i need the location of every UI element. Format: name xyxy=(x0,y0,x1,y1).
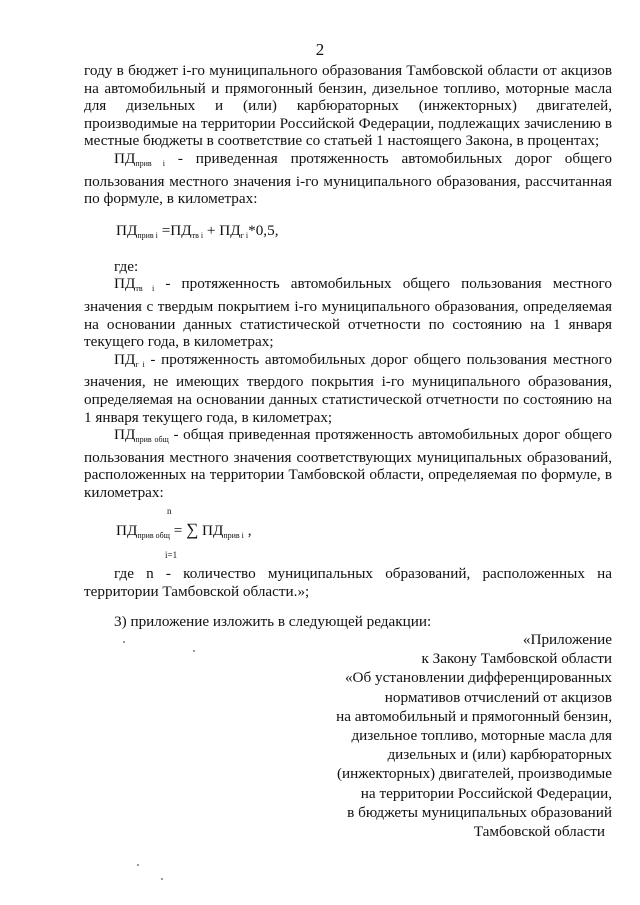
formula-term: ПД xyxy=(116,221,138,239)
formula-term: ПД xyxy=(198,522,224,540)
formula-term: + ПД xyxy=(203,221,241,239)
definition-text: - протяженность автомобильных общего пользования местного значения с твердым покрытием i-го муниципального образования, определяемая на основании данных статистической отчетности по состоянию на 1 января текущего года, в километрах; xyxy=(84,275,612,351)
appendix-line: «Приложение xyxy=(522,631,612,648)
appendix-line: в бюджеты муниципальных образований xyxy=(347,803,612,821)
formula-term: ПД xyxy=(116,522,138,540)
where-label: где: xyxy=(114,257,139,275)
symbol-pd: ПД xyxy=(114,275,136,293)
symbol-pd: ПД xyxy=(114,426,136,444)
appendix-line: дизельное топливо, моторные масла для xyxy=(351,727,612,745)
paragraph-n-definition: где n - количество муниципальных образований, расположенных на территории Тамбовской области.»; xyxy=(84,565,612,601)
symbol-subscript: прив i xyxy=(135,158,165,168)
formula-term: =ПД xyxy=(157,221,192,239)
definition-text: - общая приведенная протяженность автомобильных дорог общего пользования местного значения соответствующих муниципальных образований, расположенных на территории Тамбовской области, определяемая по формуле, в километрах: xyxy=(84,426,612,501)
formula-subscript: тв i xyxy=(191,230,204,240)
list-item-3: 3) приложение изложить в следующей редакции: xyxy=(114,612,432,630)
formula-term: *0,5, xyxy=(248,221,279,239)
formula-pd-priv-obsh xyxy=(84,503,612,565)
sigma-symbol: ∑ xyxy=(186,520,199,540)
definition-pd-priv-i xyxy=(84,150,612,208)
definition-pd-tv-i xyxy=(84,275,612,350)
scan-speck xyxy=(123,641,125,643)
symbol-subscript: тв i xyxy=(135,284,155,294)
document-body xyxy=(84,62,612,630)
formula-subscript: прив i xyxy=(223,531,244,541)
appendix-line: Тамбовской области xyxy=(473,823,605,841)
paragraph-continuation: году в бюджет i-го муниципального образования Тамбовской области от акцизов на автомобильный и прямогонный бензин, дизельное топливо, моторные масла для дизельных и (или) карбюраторных (инжекторных) двигателей, производимые на территории Российской Федерации, подлежащих зачислению в местные бюджеты в соответствие со статьей 1 настоящего Закона, в процентах; xyxy=(84,62,612,150)
definition-pd-priv-obsh xyxy=(84,426,612,501)
symbol-subscript: прив общ xyxy=(135,435,169,445)
formula-line xyxy=(116,521,251,545)
sum-lower-limit: i=1 xyxy=(165,550,178,561)
appendix-line: «Об установлении дифференцированных xyxy=(344,669,612,687)
appendix-line: на автомобильный и прямогонный бензин, xyxy=(336,707,612,725)
appendix-line: на территории Российской Федерации, xyxy=(360,784,612,802)
page-number: 2 xyxy=(315,40,325,59)
formula-subscript: прив общ xyxy=(137,531,170,541)
definition-text: - протяженность автомобильных дорог общего пользования местного значения, не имеющих твердого покрытия i-го муниципального образования, определяемая на основании данных статистической отчетности по состоянию на 1 января текущего года, в километрах; xyxy=(84,350,612,426)
formula-subscript: прив i xyxy=(137,230,158,240)
appendix-line: к Закону Тамбовской области xyxy=(421,650,612,668)
appendix-line: дизельных и (или) карбюраторных xyxy=(387,746,612,764)
symbol-pd: ПД xyxy=(114,350,136,368)
scan-speck xyxy=(193,650,195,652)
symbol-pd: ПД xyxy=(114,149,136,167)
formula-subscript: г i xyxy=(240,230,249,240)
formula-term: , xyxy=(243,522,252,540)
formula-term: = xyxy=(169,522,187,540)
definition-pd-g-i xyxy=(84,351,612,426)
formula-pd-priv-i xyxy=(116,222,612,258)
scan-speck xyxy=(137,864,139,866)
scan-speck xyxy=(161,878,163,880)
sum-upper-limit: n xyxy=(167,506,172,517)
appendix-line: нормативов отчислений от акцизов xyxy=(384,688,612,706)
symbol-subscript: г i xyxy=(135,359,145,369)
definition-text: - приведенная протяженность автомобильных дорог общего пользования местного значения i-го муниципального образования, рассчитанная по формуле, в километрах: xyxy=(84,149,612,208)
appendix-line: (инжекторных) двигателей, производимые xyxy=(336,765,612,783)
appendix-heading xyxy=(292,630,612,841)
